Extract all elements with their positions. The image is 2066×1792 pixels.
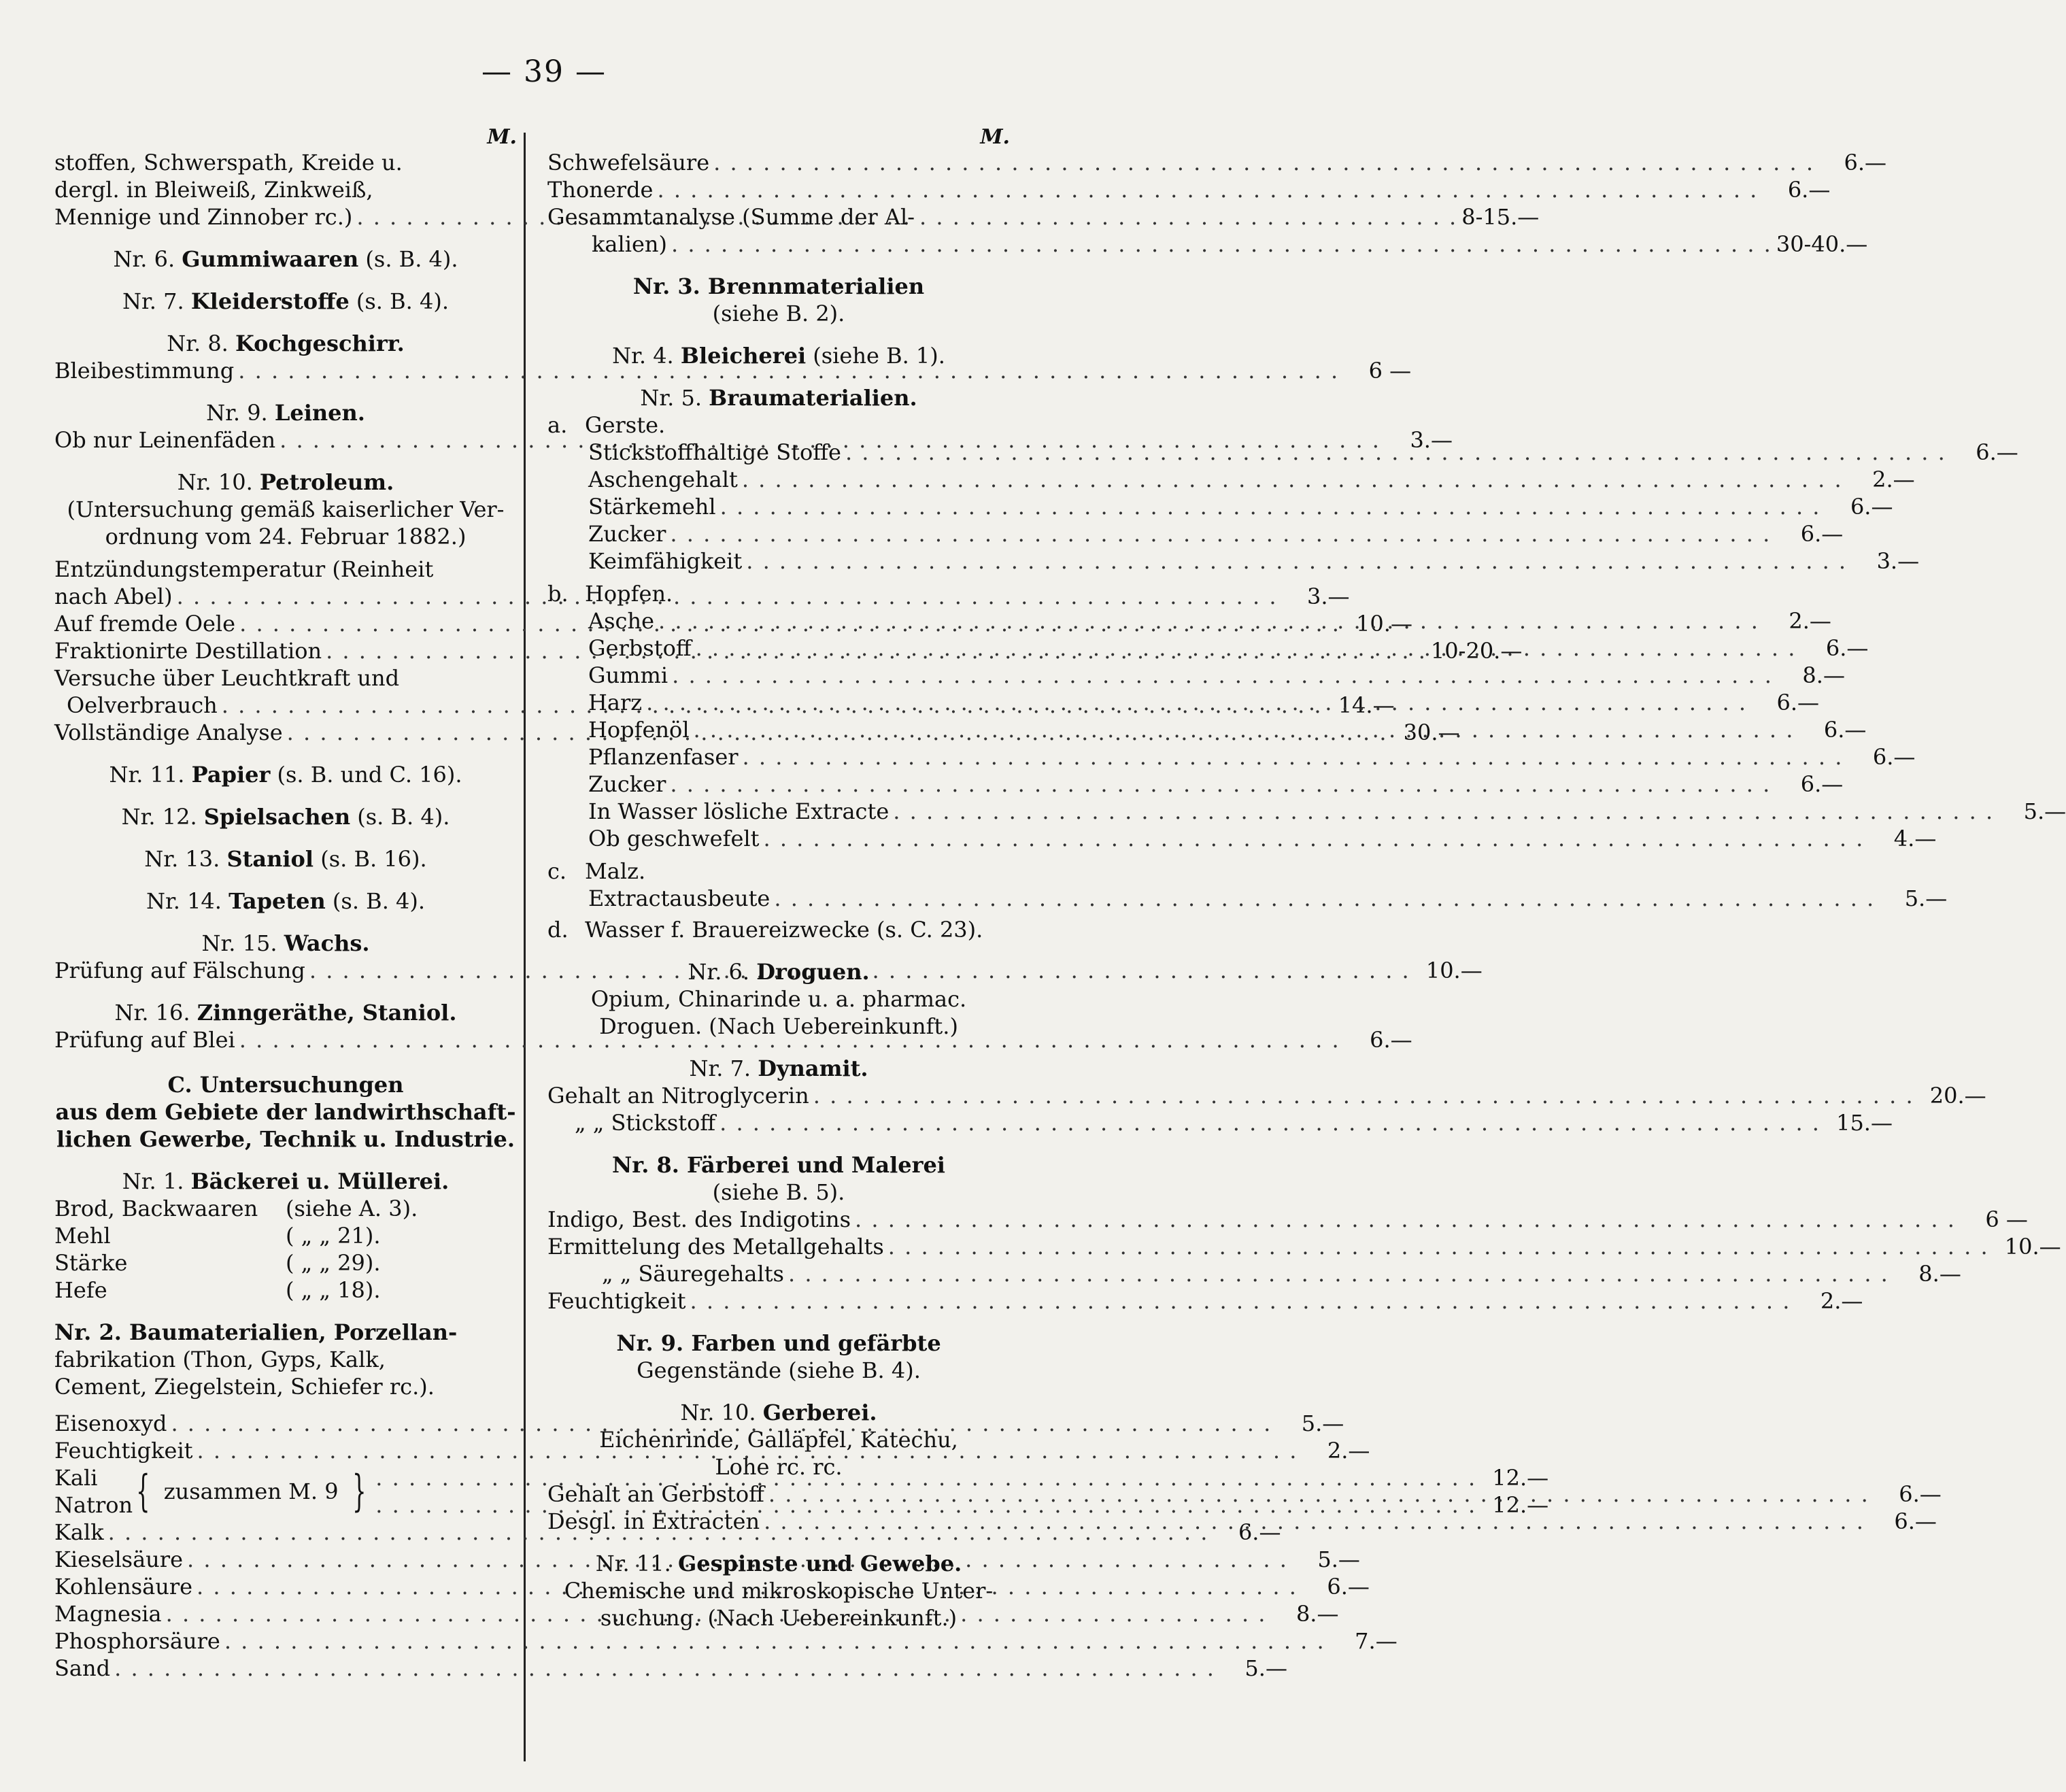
ref-row: Hefe ( „ „ 18). (54, 1277, 381, 1303)
price-row: Oelverbrauch . . . 14.— (54, 692, 517, 719)
section-heading: Nr. 11. Papier (s. B. und C. 16). (109, 762, 462, 788)
subsection: a. Gerste. (547, 412, 666, 438)
currency-header: M. (980, 125, 1010, 149)
subsection: d. Wasser f. Brauereizwecke (s. C. 23). (547, 917, 983, 943)
section-heading: Nr. 15. Wachs. (201, 930, 370, 956)
ref-row: Mehl ( „ „ 21). (54, 1223, 381, 1249)
text-line: Chemische und mikroskopische Unter- (564, 1578, 994, 1604)
price-row: Sand . . . 5.— (54, 1655, 517, 1682)
price-row: Gehalt an Gerbstoff . . . 6.— (547, 1481, 1010, 1508)
section-heading: Nr. 16. Zinngeräthe, Staniol. (114, 1000, 457, 1026)
section-heading: Nr. 13. Staniol (s. B. 16). (144, 846, 427, 872)
section-heading: Nr. 1. Bäckerei u. Müllerei. (122, 1168, 450, 1194)
text-line: Opium, Chinarinde u. a. pharmac. (590, 986, 967, 1012)
section-heading: Nr. 8. Färberei und Malerei (siehe B. 5). (612, 1152, 945, 1205)
price-row: Gummi . . . 8.— (547, 662, 1010, 689)
price-row: nach Abel) . . . 3.— (54, 583, 517, 610)
price-row: Aschengehalt . . . 2.— (547, 466, 1010, 493)
price-row: Bleibestimmung . . . 6 — (54, 357, 517, 384)
section-heading: Nr. 10. Gerberei. (680, 1400, 877, 1425)
text-line: Droguen. (Nach Uebereinkunft.) (599, 1013, 958, 1039)
price-row: Extractausbeute . . . 5.— (547, 885, 1010, 912)
price-row: Kalk . . . 6.— (54, 1519, 517, 1546)
price-row: Hopfenöl . . . 6.— (547, 716, 1010, 743)
price-row: „ „ Stickstoff . . . 15.— (547, 1109, 1010, 1136)
price-row: Feuchtigkeit . . . 2.— (54, 1437, 517, 1464)
note-line: ordnung vom 24. Februar 1882.) (105, 524, 467, 550)
price-row: Prüfung auf Blei . . . 6.— (54, 1026, 517, 1053)
section-heading: Nr. 11. Gespinste und Gewebe. (595, 1551, 962, 1576)
price-row: In Wasser lösliche Extracte . . . 5.— (547, 798, 1010, 825)
intro-line: stoffen, Schwerspath, Kreide u. (54, 150, 403, 175)
price-row: Keimfähigkeit . . . 3.— (547, 547, 1010, 575)
price-row: Thonerde . . . 6.— (547, 176, 1010, 203)
section-c-heading: C. Untersuchungen aus dem Gebiete der landwirthschaft- lichen Gewerbe, Technik u. Industrie. (55, 1072, 516, 1152)
price-row: Kohlensäure . . . 6.— (54, 1573, 517, 1600)
price-row: Desgl. in Extracten . . . 6.— (547, 1508, 1010, 1535)
price-row: Stickstoffhaltige Stoffe . . . 6.— (547, 439, 1010, 466)
price-row: Mennige und Zinnober rc.) . . . 8-15.— (54, 203, 517, 231)
price-row: Feuchtigkeit . . . 2.— (547, 1287, 1010, 1315)
price-row: Indigo, Best. des Indigotins . . . 6 — (547, 1206, 1010, 1233)
text-line: Entzündungstemperatur (Reinheit (54, 556, 434, 582)
price-row: Fraktionirte Destillation . . . 10-20.— (54, 637, 517, 664)
section-heading: Nr. 10. Petroleum. (177, 469, 394, 495)
section-heading: Nr. 3. Brennmaterialien (siehe B. 2). (632, 273, 925, 326)
intro-line: dergl. in Bleiweiß, Zinkweiß, (54, 177, 373, 203)
price-row: Ob geschwefelt . . . 4.— (547, 825, 1010, 852)
brace-left: { (136, 1466, 150, 1517)
currency-header: M. (487, 125, 517, 149)
price-row: Schwefelsäure . . . 6.— (547, 149, 1010, 176)
price-row: Harz . . . 6.— (547, 689, 1010, 716)
price-row: Vollständige Analyse . . . 30.— (54, 719, 517, 746)
brace-right: } (352, 1466, 367, 1517)
price-row: Gerbstoff . . . 6.— (547, 635, 1010, 662)
section-heading: Nr. 6. Gummiwaaren (s. B. 4). (113, 246, 458, 272)
price-row: Prüfung auf Fälschung . . . 10.— (54, 957, 517, 984)
price-row: kalien) . . . 30-40.— (547, 231, 1010, 258)
section-heading: Nr. 4. Bleicherei (siehe B. 1). (612, 343, 945, 369)
section-heading: Nr. 9. Farben und gefärbte Gegenstände (siehe B. 4). (616, 1330, 941, 1383)
price-row: Magnesia . . . 8.— (54, 1600, 517, 1627)
ref-row: Stärke ( „ „ 29). (54, 1250, 381, 1276)
price-row: Ob nur Leinenfäden . . . 3.— (54, 426, 517, 454)
price-row: Zucker . . . 6.— (547, 771, 1010, 798)
text-line: Eichenrinde, Galläpfel, Katechu, (599, 1427, 958, 1453)
price-row: Asche . . . 2.— (547, 607, 1010, 635)
price-row: Stärkemehl . . . 6.— (547, 493, 1010, 520)
c2-heading: Nr. 2. Baumaterialien, Porzellan- fabrikation (Thon, Gyps, Kalk, Cement, Ziegelstein, Schiefer rc.). (54, 1319, 458, 1400)
section-heading: Nr. 8. Kochgeschirr. (167, 331, 405, 356)
brace-group: Kali Natron { zusammen M. 9 } . . . 12.— . . . 12.— (54, 1464, 517, 1519)
price-row: „ „ Säuregehalts . . . 8.— (547, 1260, 1010, 1287)
section-heading: Nr. 9. Leinen. (206, 400, 365, 426)
text-line: Versuche über Leuchtkraft und (54, 665, 400, 691)
section-heading: Nr. 7. Dynamit. (689, 1055, 868, 1081)
section-heading: Nr. 6. Droguen. (688, 959, 870, 985)
price-row: Gehalt an Nitroglycerin . . . 20.— (547, 1082, 1010, 1109)
price-row: Kieselsäure . . . 5.— (54, 1546, 517, 1573)
price-row: Eisenoxyd . . . 5.— (54, 1410, 517, 1437)
page-number: — 39 — (481, 54, 607, 89)
section-heading: Nr. 14. Tapeten (s. B. 4). (146, 888, 426, 914)
price-row: Ermittelung des Metallgehalts . . . 10.— (547, 1233, 1010, 1260)
price-row: Auf fremde Oele . . . 10.— (54, 610, 517, 637)
subsection: c. Malz. (547, 858, 646, 884)
price-row: Pflanzenfaser . . . 6.— (547, 743, 1010, 771)
price-row: Zucker . . . 6.— (547, 520, 1010, 547)
ref-row: Brod, Backwaaren (siehe A. 3). (54, 1196, 418, 1221)
section-heading: Nr. 7. Kleiderstoffe (s. B. 4). (122, 288, 449, 314)
note-line: (Untersuchung gemäß kaiserlicher Ver- (67, 496, 505, 522)
subsection: b. Hopfen. (547, 581, 673, 607)
section-heading: Nr. 12. Spielsachen (s. B. 4). (121, 804, 450, 830)
text-line: suchung. (Nach Uebereinkunft.) (600, 1605, 958, 1631)
price-row: Phosphorsäure . . . 7.— (54, 1627, 517, 1655)
text-line: Lohe rc. rc. (715, 1454, 843, 1480)
section-heading: Nr. 5. Braumaterialien. (640, 385, 917, 411)
text-line: Gesammtanalyse (Summe der Al- (547, 204, 915, 230)
